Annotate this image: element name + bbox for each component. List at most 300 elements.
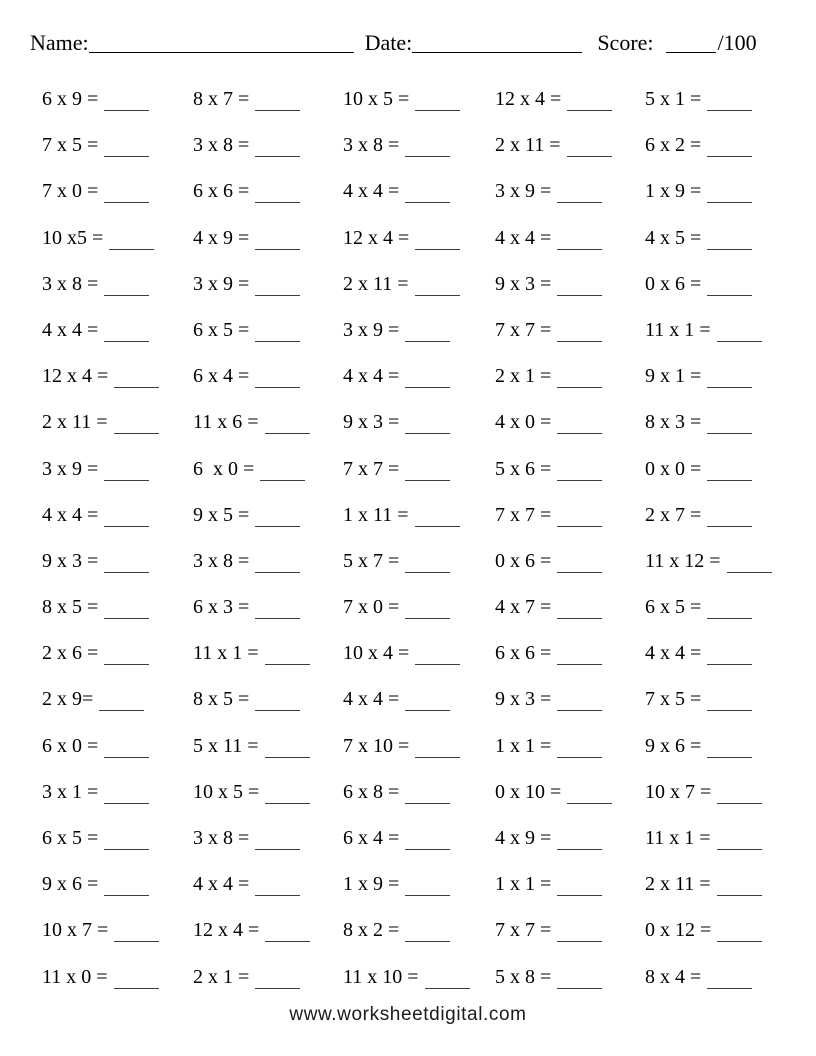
answer-blank	[707, 198, 752, 203]
answer-blank	[255, 245, 300, 250]
problem-text: 4 x 4 =	[343, 180, 400, 203]
problem-text: 10 x 7 =	[645, 780, 712, 803]
problem-text: 5 x 11 =	[193, 734, 259, 757]
problem-text: 7 x 0 =	[343, 596, 400, 619]
problems-grid	[0, 88, 816, 1012]
problem-cell	[193, 134, 343, 180]
problem-text: 6 x 4 =	[343, 827, 400, 849]
problem-text: 2 x 1 =	[495, 365, 552, 388]
answer-blank	[717, 891, 762, 896]
name-field-group	[30, 30, 354, 55]
problem-cell	[42, 873, 193, 919]
problem-text: 7 x 7 =	[495, 318, 552, 341]
problem-text: 4 x 4 =	[495, 226, 552, 249]
problem-cell	[193, 596, 343, 642]
problem-cell	[645, 180, 816, 226]
problem-text: 4 x 9 =	[193, 226, 250, 249]
problem-cell	[495, 319, 645, 365]
answer-blank	[260, 476, 305, 481]
answer-blank	[557, 706, 602, 711]
answer-blank	[707, 522, 752, 527]
problem-cell	[42, 319, 193, 365]
problem-cell	[343, 827, 495, 873]
problem-cell	[343, 781, 495, 827]
problem-cell	[343, 688, 495, 734]
problem-text: 10 x 4 =	[343, 642, 410, 665]
answer-blank	[707, 152, 752, 157]
problem-text: 9 x 3 =	[343, 411, 400, 434]
problem-text: 2 x 11 =	[343, 272, 409, 295]
name-blank-line	[89, 52, 354, 53]
answer-blank	[415, 522, 460, 527]
problem-cell	[193, 550, 343, 596]
date-field-group	[365, 30, 583, 55]
problem-cell	[343, 873, 495, 919]
answer-blank	[405, 383, 450, 388]
problem-text: 3 x 9 =	[343, 318, 400, 341]
problem-cell	[193, 735, 343, 781]
answer-blank	[255, 891, 300, 896]
name-label: Name:	[30, 30, 89, 55]
problem-cell	[495, 134, 645, 180]
answer-blank	[567, 106, 612, 111]
problem-text: 2 x 7 =	[645, 503, 702, 526]
problem-cell	[193, 273, 343, 319]
answer-blank	[405, 799, 450, 804]
answer-blank	[415, 660, 460, 665]
problem-cell	[193, 180, 343, 226]
problem-text: 6 x 0 =	[193, 457, 255, 480]
answer-blank	[104, 568, 149, 573]
problem-text: 7 x 5 =	[645, 688, 702, 711]
problem-cell	[495, 411, 645, 457]
answer-blank	[557, 614, 602, 619]
answer-blank	[255, 337, 300, 342]
answer-blank	[405, 568, 450, 573]
problem-cell	[42, 227, 193, 273]
problem-text: 9 x 3 =	[42, 549, 99, 572]
answer-blank	[707, 429, 752, 434]
problem-text: 5 x 6 =	[495, 457, 552, 480]
answer-blank	[425, 984, 470, 989]
problem-text: 1 x 11 =	[343, 503, 409, 526]
problem-text: 4 x 4 =	[645, 642, 702, 665]
problem-cell	[42, 411, 193, 457]
answer-blank	[557, 476, 602, 481]
problem-text: 9 x 5 =	[193, 503, 250, 526]
answer-blank	[114, 429, 159, 434]
problem-text: 8 x 5 =	[42, 596, 99, 619]
answer-blank	[415, 245, 460, 250]
answer-blank	[104, 198, 149, 203]
problem-cell	[193, 827, 343, 873]
problem-cell	[645, 365, 816, 411]
problem-cell	[343, 550, 495, 596]
answer-blank	[415, 291, 460, 296]
problem-text: 8 x 4 =	[645, 965, 702, 988]
problem-cell	[42, 180, 193, 226]
answer-blank	[255, 152, 300, 157]
answer-blank	[104, 753, 149, 758]
problem-text: 12 x 4 =	[193, 919, 260, 942]
answer-blank	[557, 291, 602, 296]
problem-text: 4 x 7 =	[495, 596, 552, 619]
answer-blank	[405, 152, 450, 157]
problem-text: 6 x 6 =	[495, 642, 552, 665]
answer-blank	[405, 476, 450, 481]
problem-text: 2 x 1 =	[193, 965, 250, 988]
answer-blank	[405, 891, 450, 896]
problem-cell	[42, 504, 193, 550]
answer-blank	[405, 614, 450, 619]
answer-blank	[405, 706, 450, 711]
problem-cell	[495, 919, 645, 965]
answer-blank	[104, 660, 149, 665]
problem-cell	[645, 273, 816, 319]
problem-cell	[343, 458, 495, 504]
problem-cell	[42, 596, 193, 642]
problem-cell	[343, 642, 495, 688]
problem-text: 3 x 9 =	[495, 180, 552, 203]
answer-blank	[104, 106, 149, 111]
problem-text: 2 x 9=	[42, 688, 94, 711]
problem-text: 4 x 5 =	[645, 226, 702, 249]
problem-cell	[495, 550, 645, 596]
problem-cell	[343, 319, 495, 365]
problem-text: 3 x 9 =	[42, 457, 99, 480]
problem-cell	[343, 365, 495, 411]
answer-blank	[104, 337, 149, 342]
problem-cell	[495, 735, 645, 781]
date-label: Date:	[364, 30, 413, 55]
answer-blank	[405, 937, 450, 942]
problem-text: 9 x 3 =	[495, 688, 552, 711]
problem-cell	[495, 596, 645, 642]
problem-cell	[42, 827, 193, 873]
problem-cell	[645, 504, 816, 550]
answer-blank	[557, 891, 602, 896]
problem-cell	[645, 134, 816, 180]
problem-text: 11 x 0 =	[42, 965, 108, 988]
problem-text: 8 x 7 =	[193, 88, 250, 110]
problem-text: 7 x 0 =	[42, 180, 99, 203]
problem-cell	[645, 319, 816, 365]
problem-cell	[645, 919, 816, 965]
answer-blank	[255, 845, 300, 850]
answer-blank	[557, 245, 602, 250]
problem-text: 2 x 11 =	[645, 873, 711, 896]
problem-cell	[193, 365, 343, 411]
problem-cell	[193, 642, 343, 688]
problem-cell	[495, 365, 645, 411]
problem-cell	[645, 688, 816, 734]
problem-text: 4 x 4 =	[343, 365, 400, 388]
answer-blank	[707, 383, 752, 388]
answer-blank	[104, 476, 149, 481]
problem-text: 6 x 8 =	[343, 780, 400, 803]
answer-blank	[114, 383, 159, 388]
answer-blank	[255, 614, 300, 619]
problem-text: 1 x 1 =	[495, 873, 552, 896]
answer-blank	[109, 245, 154, 250]
problem-text: 1 x 9 =	[645, 180, 702, 203]
answer-blank	[557, 522, 602, 527]
answer-blank	[265, 660, 310, 665]
problem-cell	[193, 781, 343, 827]
problem-cell	[42, 642, 193, 688]
problem-cell	[495, 180, 645, 226]
problem-cell	[193, 504, 343, 550]
problem-text: 2 x 11 =	[42, 411, 108, 434]
problem-text: 7 x 10 =	[343, 734, 410, 757]
problem-text: 12 x 4 =	[495, 88, 562, 110]
answer-blank	[557, 383, 602, 388]
problem-text: 3 x 8 =	[343, 134, 400, 157]
answer-blank	[707, 245, 752, 250]
answer-blank	[255, 291, 300, 296]
answer-blank	[727, 568, 772, 573]
problem-cell	[495, 688, 645, 734]
problem-cell	[42, 88, 193, 134]
problem-cell	[495, 781, 645, 827]
problem-cell	[343, 596, 495, 642]
answer-blank	[415, 753, 460, 758]
problem-text: 10 x 5 =	[343, 88, 410, 110]
answer-blank	[255, 984, 300, 989]
problem-cell	[645, 781, 816, 827]
problem-cell	[343, 411, 495, 457]
answer-blank	[99, 706, 144, 711]
problem-text: 10 x 5 =	[193, 780, 260, 803]
answer-blank	[557, 568, 602, 573]
problem-cell	[495, 88, 645, 134]
answer-blank	[557, 337, 602, 342]
problem-text: 7 x 5 =	[42, 134, 99, 157]
problem-text: 0 x 0 =	[645, 457, 702, 480]
answer-blank	[114, 984, 159, 989]
answer-blank	[265, 937, 310, 942]
answer-blank	[415, 106, 460, 111]
problem-text: 3 x 8 =	[42, 272, 99, 295]
problem-cell	[42, 458, 193, 504]
footer-website: www.worksheetdigital.com	[289, 1004, 527, 1025]
answer-blank	[104, 799, 149, 804]
problem-cell	[495, 827, 645, 873]
score-field-group	[597, 30, 756, 55]
answer-blank	[265, 799, 310, 804]
answer-blank	[717, 337, 762, 342]
problem-text: 4 x 4 =	[193, 873, 250, 896]
problem-cell	[193, 227, 343, 273]
answer-blank	[557, 984, 602, 989]
problem-text: 11 x 6 =	[193, 411, 259, 434]
problem-text: 6 x 4 =	[193, 365, 250, 388]
problem-text: 11 x 1 =	[645, 827, 711, 849]
problem-cell	[193, 688, 343, 734]
answer-blank	[104, 522, 149, 527]
problem-text: 4 x 0 =	[495, 411, 552, 434]
problem-cell	[495, 642, 645, 688]
answer-blank	[255, 706, 300, 711]
problem-cell	[193, 319, 343, 365]
answer-blank	[255, 568, 300, 573]
problem-cell	[495, 504, 645, 550]
answer-blank	[255, 198, 300, 203]
problem-text: 11 x 1 =	[645, 318, 711, 341]
problem-cell	[645, 642, 816, 688]
problem-cell	[42, 273, 193, 319]
problem-text: 2 x 6 =	[42, 642, 99, 665]
answer-blank	[707, 753, 752, 758]
problem-cell	[42, 550, 193, 596]
problem-text: 4 x 9 =	[495, 827, 552, 849]
answer-blank	[265, 429, 310, 434]
problem-text: 6 x 0 =	[42, 734, 99, 757]
problem-text: 8 x 5 =	[193, 688, 250, 711]
answer-blank	[707, 476, 752, 481]
score-blank-line	[666, 52, 716, 53]
problem-text: 0 x 10 =	[495, 780, 562, 803]
problem-text: 12 x 4 =	[42, 365, 109, 388]
problem-text: 3 x 8 =	[193, 549, 250, 572]
answer-blank	[255, 522, 300, 527]
problem-text: 4 x 4 =	[42, 503, 99, 526]
answer-blank	[104, 845, 149, 850]
answer-blank	[265, 753, 310, 758]
answer-blank	[255, 383, 300, 388]
answer-blank	[567, 799, 612, 804]
problem-text: 0 x 12 =	[645, 919, 712, 942]
answer-blank	[104, 152, 149, 157]
answer-blank	[717, 937, 762, 942]
answer-blank	[707, 660, 752, 665]
answer-blank	[707, 106, 752, 111]
problem-text: 7 x 7 =	[495, 503, 552, 526]
problem-text: 5 x 1 =	[645, 88, 702, 110]
problem-cell	[42, 735, 193, 781]
problem-cell	[343, 180, 495, 226]
score-label: Score:	[597, 30, 654, 55]
problem-text: 12 x 4 =	[343, 226, 410, 249]
problem-text: 0 x 6 =	[495, 549, 552, 572]
answer-blank	[405, 845, 450, 850]
answer-blank	[104, 614, 149, 619]
problem-cell	[193, 411, 343, 457]
problem-text: 4 x 4 =	[343, 688, 400, 711]
problem-text: 11 x 1 =	[193, 642, 259, 665]
answer-blank	[405, 429, 450, 434]
problem-cell	[193, 919, 343, 965]
problem-text: 8 x 3 =	[645, 411, 702, 434]
problem-cell	[495, 227, 645, 273]
answer-blank	[557, 753, 602, 758]
problem-text: 5 x 8 =	[495, 965, 552, 988]
problem-text: 1 x 1 =	[495, 734, 552, 757]
problem-cell	[645, 735, 816, 781]
answer-blank	[707, 706, 752, 711]
problem-text: 3 x 8 =	[193, 134, 250, 157]
answer-blank	[717, 845, 762, 850]
problem-text: 10 x5 =	[42, 226, 104, 249]
answer-blank	[557, 429, 602, 434]
problem-cell	[343, 735, 495, 781]
problem-cell	[343, 504, 495, 550]
answer-blank	[717, 799, 762, 804]
problem-text: 10 x 7 =	[42, 919, 109, 942]
problem-text: 5 x 7 =	[343, 549, 400, 572]
problem-text: 6 x 5 =	[645, 596, 702, 619]
answer-blank	[104, 291, 149, 296]
problem-cell	[343, 88, 495, 134]
problem-cell	[42, 365, 193, 411]
problem-cell	[42, 688, 193, 734]
problem-cell	[343, 919, 495, 965]
problem-cell	[42, 919, 193, 965]
problem-cell	[42, 781, 193, 827]
answer-blank	[707, 614, 752, 619]
answer-blank	[405, 337, 450, 342]
answer-blank	[557, 845, 602, 850]
answer-blank	[557, 937, 602, 942]
problem-text: 1 x 9 =	[343, 873, 400, 896]
problem-text: 7 x 7 =	[343, 457, 400, 480]
date-blank-line	[412, 52, 582, 53]
problem-cell	[645, 458, 816, 504]
answer-blank	[405, 198, 450, 203]
problem-cell	[193, 873, 343, 919]
problem-cell	[495, 458, 645, 504]
problem-cell	[645, 550, 816, 596]
problem-text: 7 x 7 =	[495, 919, 552, 942]
problem-cell	[495, 273, 645, 319]
problem-text: 11 x 10 =	[343, 965, 419, 988]
worksheet-header	[30, 30, 772, 55]
problem-text: 9 x 3 =	[495, 272, 552, 295]
problem-text: 4 x 4 =	[42, 318, 99, 341]
problem-cell	[645, 596, 816, 642]
problem-text: 3 x 9 =	[193, 272, 250, 295]
answer-blank	[104, 891, 149, 896]
problem-cell	[645, 88, 816, 134]
problem-text: 2 x 11 =	[495, 134, 561, 157]
problem-cell	[645, 873, 816, 919]
problem-text: 9 x 6 =	[42, 873, 99, 896]
problem-text: 6 x 6 =	[193, 180, 250, 203]
problem-cell	[193, 88, 343, 134]
answer-blank	[557, 198, 602, 203]
problem-text: 11 x 12 =	[645, 549, 721, 572]
answer-blank	[114, 937, 159, 942]
problem-text: 9 x 1 =	[645, 365, 702, 388]
answer-blank	[255, 106, 300, 111]
problem-cell	[495, 873, 645, 919]
problem-text: 6 x 5 =	[42, 827, 99, 849]
problem-text: 3 x 1 =	[42, 780, 99, 803]
problem-cell	[42, 134, 193, 180]
problem-text: 6 x 2 =	[645, 134, 702, 157]
answer-blank	[707, 291, 752, 296]
answer-blank	[567, 152, 612, 157]
problem-cell	[645, 227, 816, 273]
problem-cell	[193, 458, 343, 504]
problem-cell	[343, 227, 495, 273]
answer-blank	[557, 660, 602, 665]
problem-text: 6 x 9 =	[42, 88, 99, 110]
problem-text: 9 x 6 =	[645, 734, 702, 757]
score-denominator: /100	[717, 30, 757, 55]
problem-cell	[645, 827, 816, 873]
problem-text: 6 x 3 =	[193, 596, 250, 619]
